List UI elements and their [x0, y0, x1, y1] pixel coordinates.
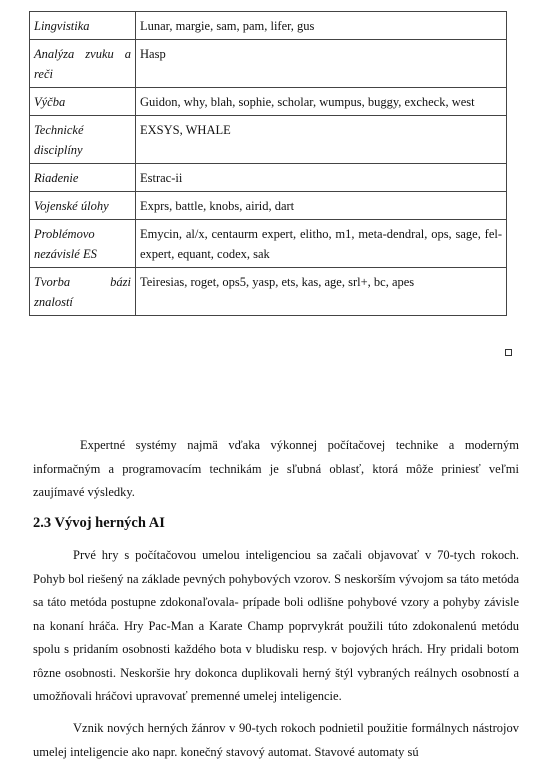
category-cell[interactable]: Lingvistika: [30, 12, 136, 40]
section-heading: 2.3 Vývoj herných AI: [33, 515, 165, 531]
systems-cell[interactable]: EXSYS, WHALE: [136, 116, 507, 164]
category-cell[interactable]: Tvorba bázi znalostí: [30, 268, 136, 316]
systems-cell[interactable]: Hasp: [136, 40, 507, 88]
table-resize-handle[interactable]: [505, 349, 512, 356]
category-cell[interactable]: Riadenie: [30, 164, 136, 192]
table-row: [30, 116, 507, 164]
systems-cell[interactable]: Exprs, battle, knobs, airid, dart: [136, 192, 507, 220]
systems-cell[interactable]: Guidon, why, blah, sophie, scholar, wumpus, buggy, excheck, west: [136, 88, 507, 116]
category-cell[interactable]: Výčba: [30, 88, 136, 116]
table-row: [30, 220, 507, 268]
table-row: [30, 40, 507, 88]
table-row: [30, 164, 507, 192]
body-paragraph-2: Vznik nových herných žánrov v 90-tych rokoch podnietil použitie formálnych nástrojov umelej inteligencie ako napr. konečný stavový automat. Stavové automaty sú: [33, 721, 519, 759]
systems-cell[interactable]: Teiresias, roget, ops5, yasp, ets, kas, age, srl+, bc, apes: [136, 268, 507, 316]
category-cell[interactable]: Vojenské úlohy: [30, 192, 136, 220]
category-cell[interactable]: Technické disciplíny: [30, 116, 136, 164]
table-row: [30, 268, 507, 316]
table-row: [30, 12, 507, 40]
systems-cell[interactable]: Emycin, al/x, centaurm expert, elitho, m1, meta-dendral, ops, sage, fel-expert, equant, codex, sak: [136, 220, 507, 268]
category-cell[interactable]: Problémovo nezávislé ES: [30, 220, 136, 268]
body-paragraph-1: Prvé hry s počítačovou umelou inteligenciou sa začali objavovať v 70-tych rokoch. Pohyb bol riešený na základe pevných pohybových vzorov. S neskorším vývojom sa táto metóda sa táto metóda postupne zdokonaľovala- prípade boli odlišne pohybové vzory a pohyby závisle na konaní hráča. Hry Pac-Man a Karate Champ poprvykrát použili túto zdokonalenú metódu spolu s pridaním osobnosti každého bota v bludisku resp. v bojových hrách. Hry pridali botom rôzne osobnosti. Neskoršie hry dokonca duplikovali herný štýl vybraných reálnych osobností a umožňovali hráčovi upravovať premenné umelej inteligencie.: [33, 548, 519, 703]
intro-paragraph: Expertné systémy najmä vďaka výkonnej počítačovej technike a moderným informačným a programovacím technikám je sľubná oblasť, ktorá môže priniesť veľmi zaujímavé výsledky.: [33, 438, 519, 499]
expert-systems-table: [29, 11, 507, 316]
systems-cell[interactable]: Estrac-ii: [136, 164, 507, 192]
table-row: [30, 192, 507, 220]
systems-cell[interactable]: Lunar, margie, sam, pam, lifer, gus: [136, 12, 507, 40]
table-row: [30, 88, 507, 116]
category-cell[interactable]: Analýza zvuku a reči: [30, 40, 136, 88]
